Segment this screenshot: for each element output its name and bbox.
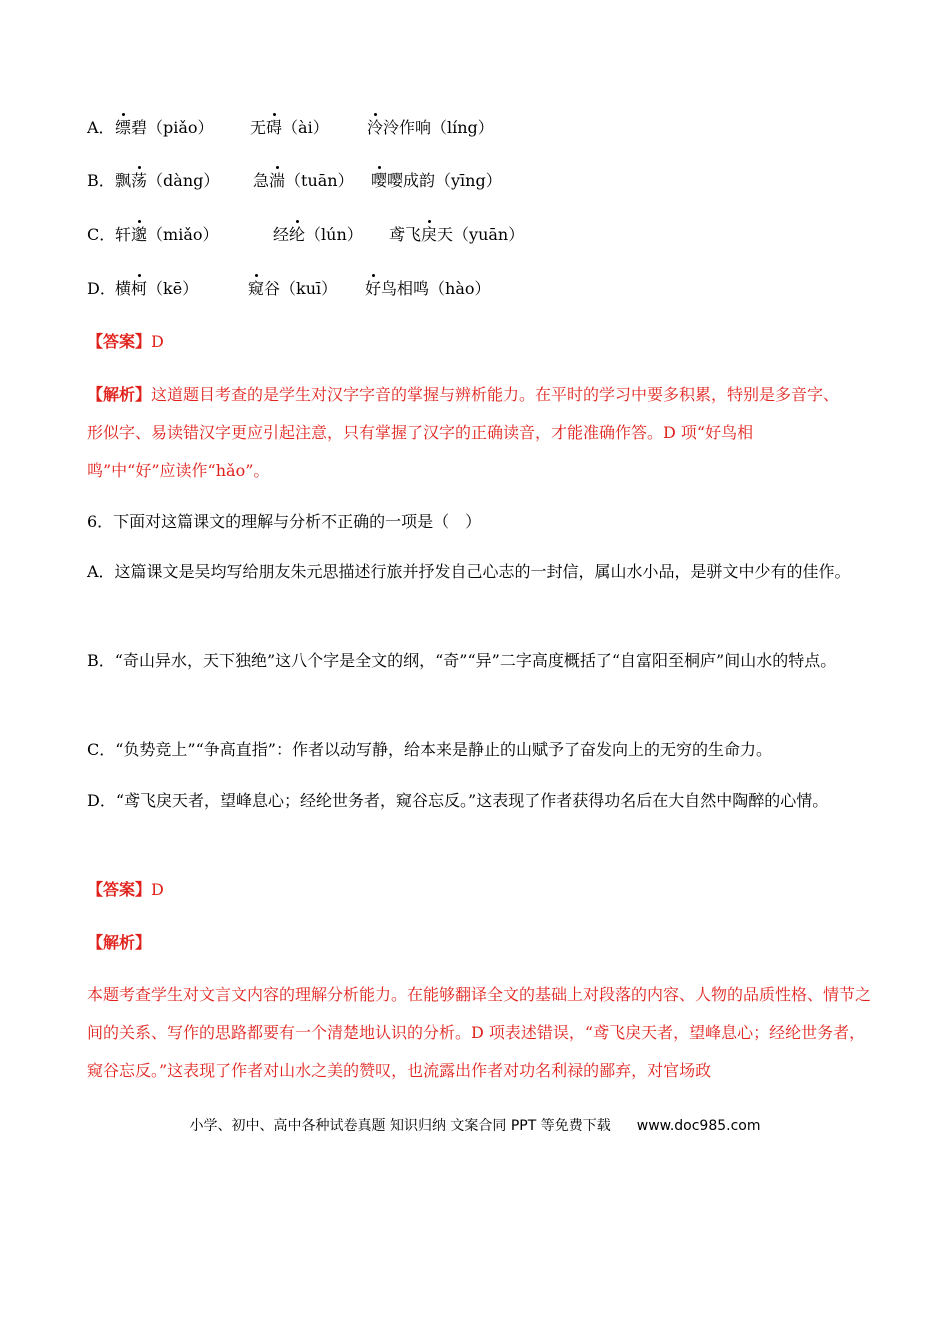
q5-option-item: 飘荡（dàng） [115,171,220,190]
q5-option-item: 窥谷（kuī） [248,279,338,298]
q5-option-item: 急湍（tuān） [253,171,354,190]
q5-option-item: 嘤嘤成韵（yīng） [371,171,502,190]
answer-value: D [151,880,164,899]
q5-option-label: C． [87,225,116,244]
analysis-tag: 【解析】 [87,385,152,404]
q6-option-b: B．“奇山异水，天下独绝”这八个字是全文的纲，“奇”“异”二字高度概括了“自富阳至桐庐”间山水的特点。 [87,651,837,670]
q6-option-d: D．“鸢飞戾天者，望峰息心；经纶世务者，窥谷忘反。”这表现了作者获得功名后在大自然中陶醉的心情。 [87,791,829,810]
q5-option-item: 无碍（ài） [250,118,329,137]
q5-option-label: B． [87,171,115,190]
footer-text: 小学、初中、高中各种试卷真题 知识归纳 文案合同 PPT 等免费下载 [189,1118,611,1134]
q5-option-item: 泠泠作响（líng） [367,118,494,137]
q5-option-d [87,279,887,301]
q6-analysis-tag: 【解析】 [87,933,152,952]
q6-analysis-text: 本题考查学生对文言文内容的理解分析能力。在能够翻译全文的基础上对段落的内容、人物的品质性格、情节之间的关系、写作的思路都要有一个清楚地认识的分析。D 项表述错误，“鸢飞戾天者，望峰息心；经纶世务者，窥谷忘反。”这表现了作者对山水之美的赞叹，也流露出作者对功名利禄的鄙弃，对官场政 [87,985,872,1080]
footer-url[interactable]: www.doc985.com [636,1118,761,1134]
q6-option-a: A．这篇课文是吴均写给朋友朱元思描述行旅并抒发自己心志的一封信，属山水小品，是骈文中少有的佳作。 [87,562,851,581]
answer-value: D [151,332,164,351]
analysis-line: 鸣”中“好”应读作“hǎo”。 [87,461,270,480]
q6-answer [87,880,164,900]
q5-option-item: 横柯（kē） [115,279,199,298]
q5-analysis [87,376,877,490]
q5-option-item: 好鸟相鸣（hào） [365,279,491,298]
q5-option-label: A． [87,118,115,137]
q6-option-c: C．“负势竞上”“争高直指”：作者以动写静，给本来是静止的山赋予了奋发向上的无穷的生命力。 [87,740,772,759]
analysis-line: 【解析】这道题目考查的是学生对汉字字音的掌握与辨析能力。在平时的学习中要多积累，特别是多音字、 [87,385,840,404]
analysis-line: 形似字、易读错汉字更应引起注意，只有掌握了汉字的正确读音，才能准确作答。D 项“好鸟相 [87,423,754,442]
answer-tag: 【答案】 [87,332,152,351]
q5-option-item: 经纶（lún） [273,225,363,244]
q5-option-item: 鸢飞戾天（yuān） [389,225,525,244]
q5-option-c [87,225,887,247]
q5-option-item: 轩邈（miǎo） [115,225,219,244]
q5-option-label: D． [87,279,116,298]
q5-option-b [87,171,887,193]
q5-option-item: 缥碧（piǎo） [115,118,214,137]
page-footer [0,1116,950,1136]
q5-answer [87,332,164,352]
answer-tag: 【答案】 [87,880,152,899]
q5-option-a [87,118,887,140]
q6-question: 6．下面对这篇课文的理解与分析不正确的一项是（ ） [87,512,482,531]
